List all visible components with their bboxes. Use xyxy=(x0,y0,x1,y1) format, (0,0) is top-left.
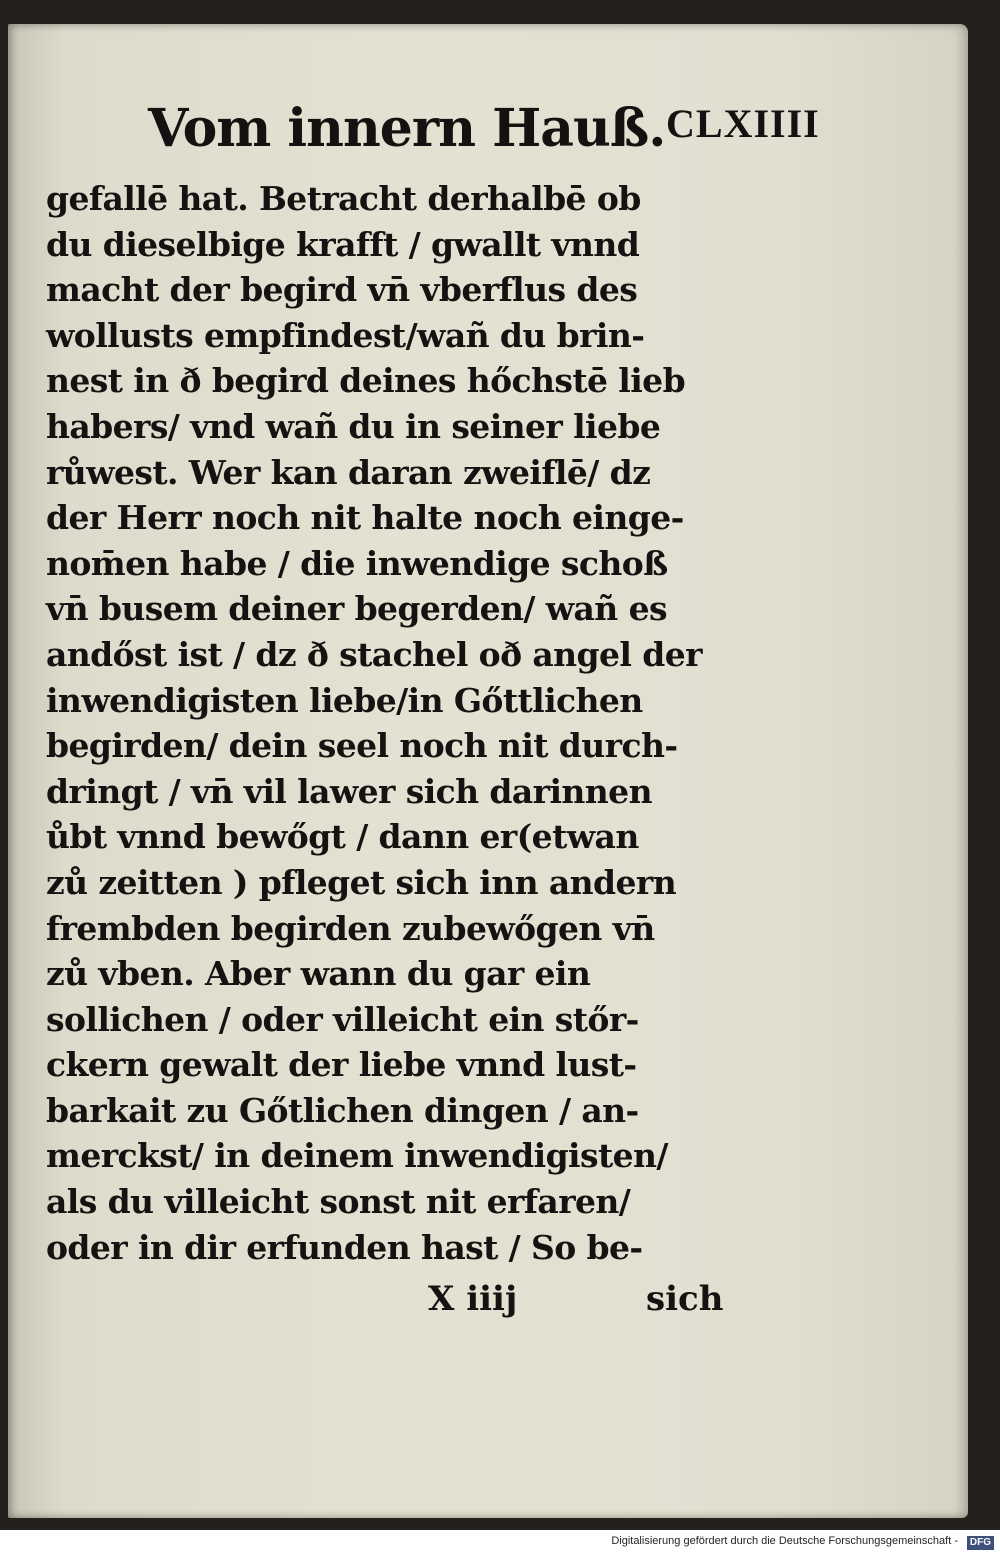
signature-mark: X iiij xyxy=(428,1279,518,1319)
text-line: barkait zu Gőtlichen dingen / an- xyxy=(46,1090,639,1130)
text-line: vn̄ busem deiner begerden/ wañ es xyxy=(46,589,667,629)
text-line: habers/ vnd wañ du in seiner liebe xyxy=(46,406,661,446)
book-page xyxy=(8,24,968,1518)
running-title: Vom innern Hauß. xyxy=(148,98,666,159)
text-line: sollichen / oder villeicht ein stőr- xyxy=(46,999,639,1039)
text-line: nom̄en habe / die inwendige schoß xyxy=(46,543,668,583)
text-line: ckern gewalt der liebe vnnd lust- xyxy=(46,1045,637,1085)
text-line: zů vben. Aber wann du gar ein xyxy=(46,954,591,994)
text-line: gefallē hat. Betracht derhalbē ob xyxy=(46,179,641,218)
text-line: růwest. Wer kan daran zweiflē/ dz xyxy=(46,452,651,492)
dfg-logo: DFG xyxy=(967,1536,994,1550)
text-line: andőst ist / dz ð stachel oð angel der xyxy=(46,634,702,674)
text-line: merckst/ in deinem inwendigisten/ xyxy=(46,1136,668,1176)
text-line: du dieselbige krafft / gwallt vnnd xyxy=(46,224,640,264)
text-line: dringt / vn̄ vil lawer sich darinnen xyxy=(46,771,652,811)
text-line: nest in ð begird deines hőchstē lieb xyxy=(46,361,686,401)
text-line: macht der begird vn̄ vberflus des xyxy=(46,270,638,310)
text-line: begirden/ dein seel noch nit durch- xyxy=(46,726,678,766)
credit-text: Digitalisierung gefördert durch die Deutsche Forschungsgemeinschaft - xyxy=(611,1535,958,1547)
folio-number: CLXIIII xyxy=(666,101,820,146)
catchword: sich xyxy=(646,1279,724,1319)
page-footer xyxy=(428,1274,728,1324)
text-line: zů zeitten ) pfleget sich inn andern xyxy=(46,862,677,902)
credit-bar xyxy=(0,1530,1000,1556)
text-line: frembden begirden zubewőgen vn̄ xyxy=(46,908,655,948)
text-line: wollusts empfindest/wañ du brin- xyxy=(46,315,645,355)
text-line: inwendigisten liebe/in Gőttlichen xyxy=(46,680,643,720)
text-line: oder in dir erfunden hast / So be- xyxy=(46,1227,643,1267)
text-line: als du villeicht sonst nit erfaren/ xyxy=(46,1182,631,1222)
body-text xyxy=(46,176,706,1270)
page-header xyxy=(148,94,848,164)
text-line: der Herr noch nit halte noch einge- xyxy=(46,498,684,538)
text-line: ůbt vnnd bewőgt / dann er(etwan xyxy=(46,817,639,857)
